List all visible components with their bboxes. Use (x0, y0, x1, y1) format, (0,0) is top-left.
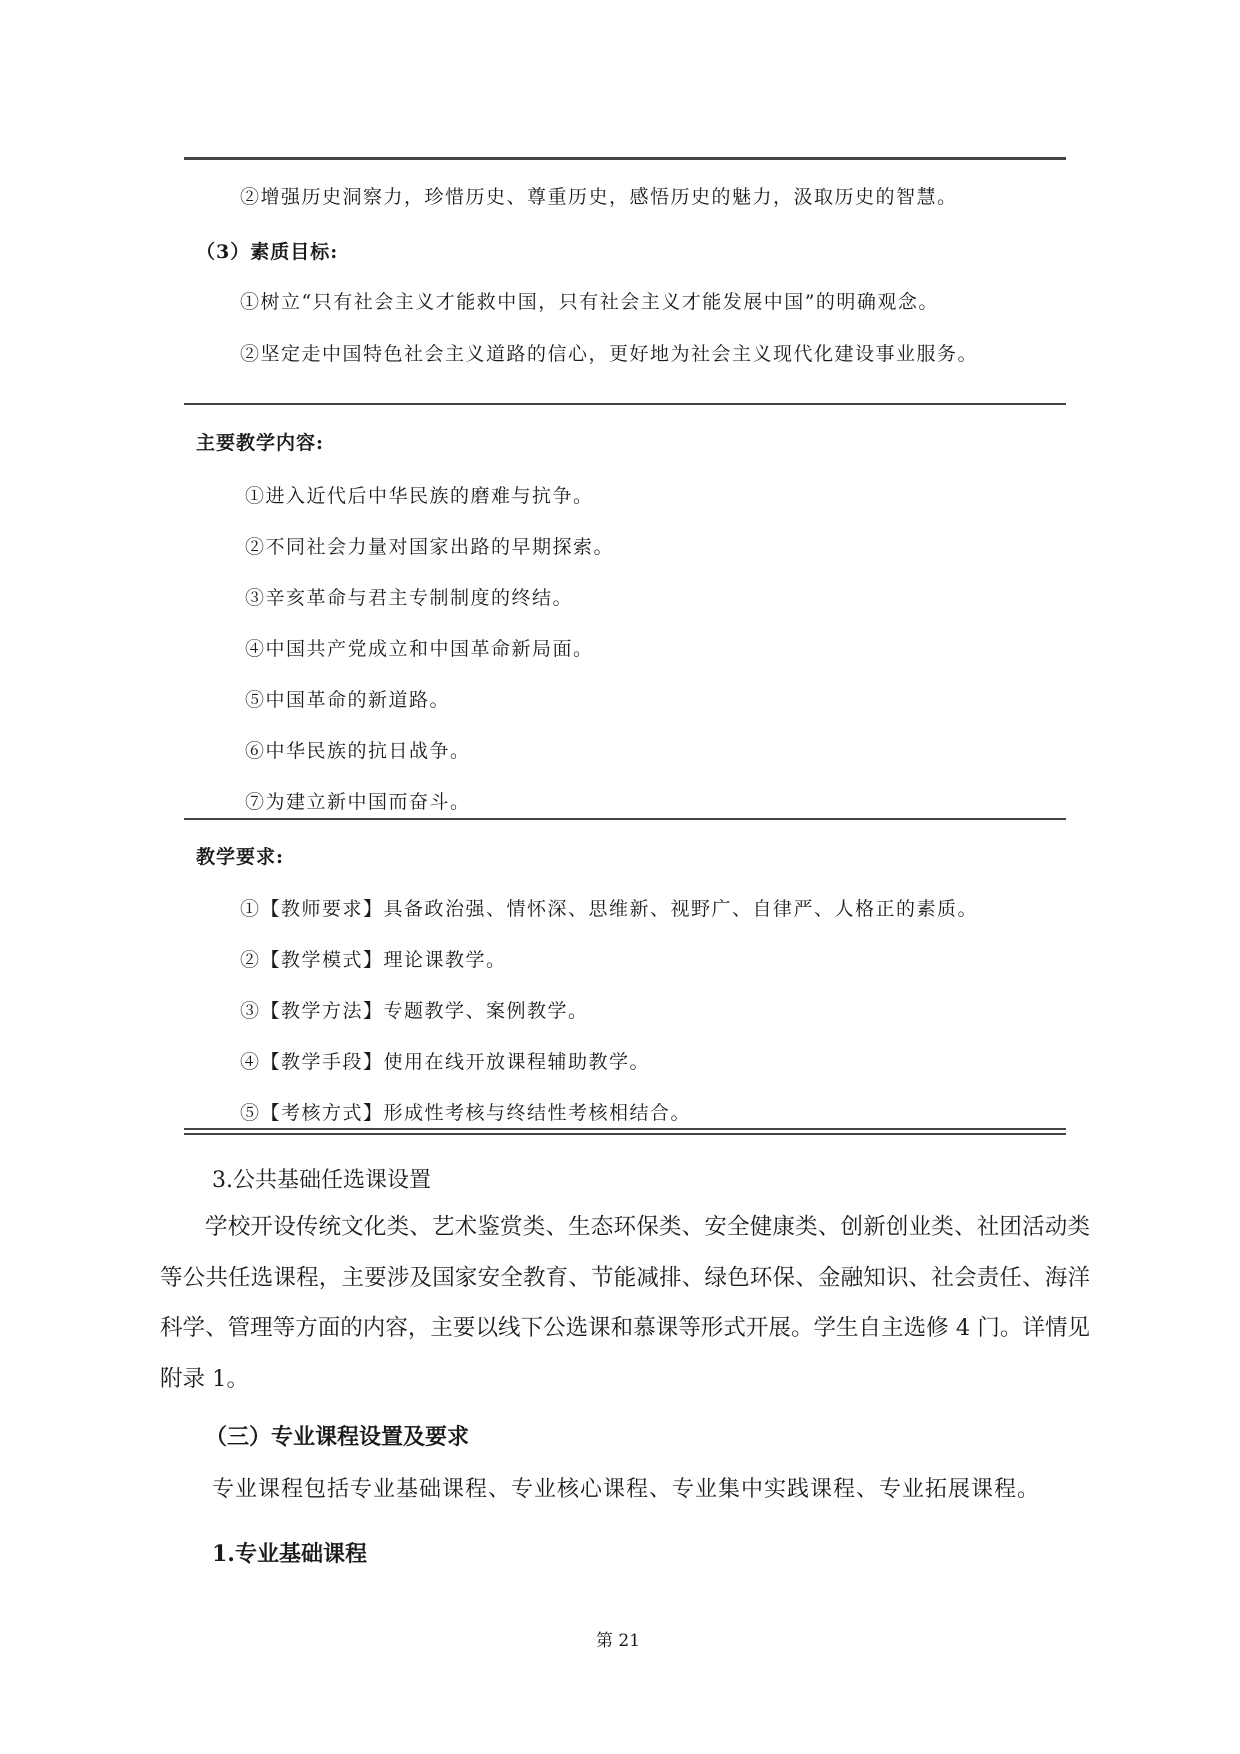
quality-item: ②坚定走中国特色社会主义道路的信心，更好地为社会主义现代化建设事业服务。 (240, 343, 979, 365)
table-bottom-border (184, 1133, 1066, 1135)
page-number: 第 21 (596, 1631, 641, 1651)
requirement-item: ④【教学手段】使用在线开放课程辅助教学。 (240, 1051, 651, 1073)
quality-goal-title: （3）素质目标: (196, 241, 339, 263)
table-bottom-border (184, 1128, 1066, 1130)
content-item: ⑦为建立新中国而奋斗。 (245, 791, 471, 813)
requirement-item: ①【教师要求】具备政治强、情怀深、思维新、视野广、自律严、人格正的素质。 (240, 898, 979, 920)
table-row-divider (184, 403, 1066, 405)
content-item: ④中国共产党成立和中国革命新局面。 (245, 638, 594, 660)
requirement-title: 教学要求: (196, 846, 285, 868)
content-item: ⑤中国革命的新道路。 (245, 689, 451, 711)
major-subheading: 1.专业基础课程 (212, 1541, 367, 1567)
section-heading: 3.公共基础任选课设置 (212, 1168, 431, 1193)
table-top-border (184, 157, 1066, 160)
ability-item: ②增强历史洞察力，珍惜历史、尊重历史，感悟历史的魅力，汲取历史的智慧。 (240, 186, 958, 208)
major-section-heading: （三）专业课程设置及要求 (205, 1424, 470, 1450)
content-item: ⑥中华民族的抗日战争。 (245, 740, 471, 762)
section-paragraph: 学校开设传统文化类、艺术鉴赏类、生态环保类、安全健康类、创新创业类、社团活动类等公共任选课程，主要涉及国家安全教育、节能减排、绿色环保、金融知识、社会责任、海洋科学、管理等方面的内容，主要以线下公选课和慕课等形式开展。学生自主选修 4 门。详情见附录 1。 (160, 1214, 1090, 1392)
content-title: 主要教学内容: (196, 432, 325, 454)
requirement-item: ⑤【考核方式】形成性考核与终结性考核相结合。 (240, 1102, 692, 1124)
content-item: ②不同社会力量对国家出路的早期探索。 (245, 536, 615, 558)
requirement-item: ③【教学方法】专题教学、案例教学。 (240, 1000, 589, 1022)
content-item: ③辛亥革命与君主专制制度的终结。 (245, 587, 574, 609)
major-paragraph: 专业课程包括专业基础课程、专业核心课程、专业集中实践课程、专业拓展课程。 (212, 1477, 1041, 1502)
requirement-item: ②【教学模式】理论课教学。 (240, 949, 507, 971)
table-row-divider (184, 818, 1066, 820)
quality-item: ①树立“只有社会主义才能救中国，只有社会主义才能发展中国”的明确观念。 (240, 291, 939, 313)
content-item: ①进入近代后中华民族的磨难与抗争。 (245, 485, 594, 507)
